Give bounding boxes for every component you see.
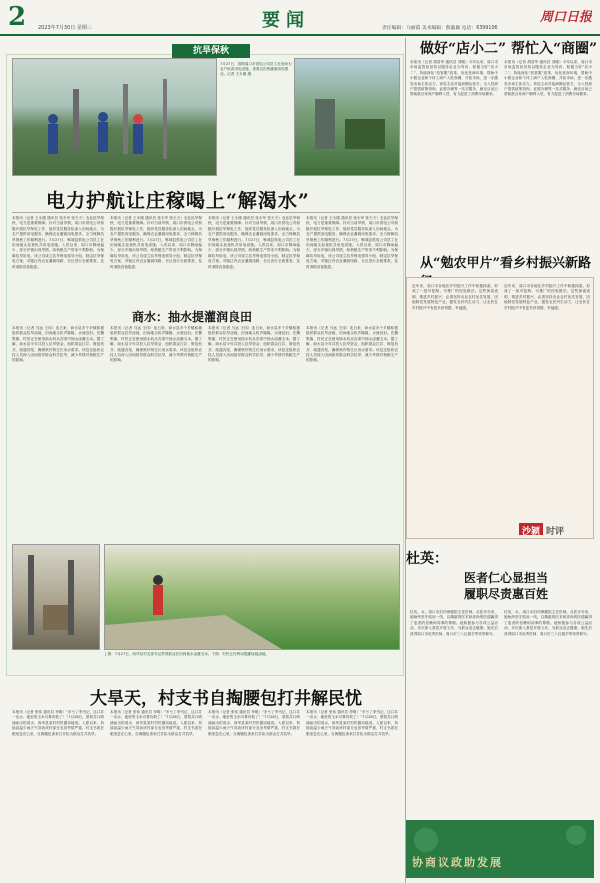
main-story-body-col4: 本报讯（记者 王永刚 通讯员 张永军 张天天）农业抗旱保秋，电力是重要保障。针对当前旱情，周口市供电公司积极开展抗旱保电工作，组织党员服务队深入田间地头，为农户提供用电服务，确保农业灌溉用电需求，全力保障抗旱保秋工作顺利进行。7月27日，郸城县供电公司员工在田间地头检查机井用电设施。入汛以来，周口市降雨偏少，部分乡镇出现旱情，给秋粮生产带来不利影响。为保障抗旱用电，该公司成立抗旱保电领导小组，制定抗旱保电方案，对辖区内农业灌溉线路、台区进行全面排查，及时消除设备隐患。 <box>306 216 398 269</box>
third-story-body-col4: 本报讯（记者 张伟 通讯员 李明）“多亏了李书记，这口井一出水，地里的玉米可算有救了！”7月28日，望着井口喷涌而出的清水，西华县某村村民激动地说。入夏以来，持续高温少雨天气导致该村部分农田旱情严重，村支书看在眼里急在心里，自掏腰包请来打井队为群众打井抗旱。 <box>306 710 398 736</box>
section-title: 要闻 <box>262 10 310 31</box>
main-story-body-col1: 本报讯（记者 王永刚 通讯员 张永军 张天天）农业抗旱保秋，电力是重要保障。针对当前旱情，周口市供电公司积极开展抗旱保电工作，组织党员服务队深入田间地头，为农户提供用电服务，确保农业灌溉用电需求，全力保障抗旱保秋工作顺利进行。7月27日，郸城县供电公司员工在田间地头检查机井用电设施。入汛以来，周口市降雨偏少，部分乡镇出现旱情，给秋粮生产带来不利影响。为保障抗旱用电，该公司成立抗旱保电领导小组，制定抗旱保电方案，对辖区内农业灌溉线路、台区进行全面排查，及时消除设备隐患。 <box>12 216 104 269</box>
sub-story-body-col1: 本报讯（记者 马远 王伟）连日来，商水县多个乡镇积极组织群众抗旱浇地，田间地头机声隆隆，水流汩汩。在魏集镇，村民正在使用抽水机从沟渠中抽水浇灌玉米。据了解，商水县今年共投入抗旱资金，组织群众打井、修复机井、疏通沟渠，确保秋作物生长用水需求。该县还组织农技人员深入田间指导群众科学抗旱，减少旱情对秋粮生产的影响。 <box>12 326 104 363</box>
right-top-body-col1: 本报讯（记者 胡清华 通讯员 刘刚）今年以来，周口市市场监管局坚持以服务企业为导向，积极当好“店小二”，持续深化“放管服”改革，优化营商环境，帮助中小微企业和个体工商户入驻商圈、开拓市场，进一步激发市场主体活力。该局主动对接商圈运营方，为入驻商户提供政策咨询、证照办理等一站式服务，截至目前已帮助数百家商户顺利入驻，有力促进了消费市场繁荣。 <box>410 60 498 97</box>
farmland-photo <box>104 544 400 650</box>
well-drilling-illustration <box>13 545 100 650</box>
third-story-body-col3: 本报讯（记者 张伟 通讯员 李明）“多亏了李书记，这口井一出水，地里的玉米可算有救了！”7月28日，望着井口喷涌而出的清水，西华县某村村民激动地说。入夏以来，持续高温少雨天气导致该村部分农田旱情严重，村支书看在眼里急在心里，自掏腰包请来打井队为群众打井抗旱。 <box>208 710 300 736</box>
column-tag <box>519 519 597 535</box>
column-tag-gray: 时评 <box>546 527 565 535</box>
sub-story-body-col2: 本报讯（记者 马远 王伟）连日来，商水县多个乡镇积极组织群众抗旱浇地，田间地头机声隆隆，水流汩汩。在魏集镇，村民正在使用抽水机从沟渠中抽水浇灌玉米。据了解，商水县今年共投入抗旱资金，组织群众打井、修复机井、疏通沟渠，确保秋作物生长用水需求。该县还组织农技人员深入田间指导群众科学抗旱，减少旱情对秋粮生产的影响。 <box>110 326 202 363</box>
well-photo <box>12 544 100 650</box>
divider <box>12 212 400 213</box>
main-headline: 电力护航让庄稼喝上“解渴水” <box>46 190 310 212</box>
main-photo-caption: 7月27日，国网周口市供电公司员工在田间为农户检查用电设施，查看农田的灌溉用电情况。记者 王永刚 摄 <box>220 62 292 76</box>
profile-title-line2: 履职尽责惠百姓 <box>464 587 549 601</box>
profile-body-col2: 杜英，女，周口市妇幼保健院主任医师。从医多年来，她始终坚守临床一线，以精湛的医术和高尚的医德赢得了患者的信赖和同事的尊敬。她积极参与各项公益活动，多次深入基层开展义诊，为群众送去健康。她先后获得周口市优秀医师、周口市三八红旗手等荣誉称号。 <box>504 610 592 636</box>
commentary-headline: 从“勉农甲片”看乡村振兴新路 <box>420 256 591 271</box>
workers-photo-illustration <box>13 59 217 176</box>
sub-story-body-col3: 本报讯（记者 马远 王伟）连日来，商水县多个乡镇积极组织群众抗旱浇地，田间地头机声隆隆，水流汩汩。在魏集镇，村民正在使用抽水机从沟渠中抽水浇灌玉米。据了解，商水县今年共投入抗旱资金，组织群众打井、修复机井、疏通沟渠，确保秋作物生长用水需求。该县还组织农技人员深入田间指导群众科学抗旱，减少旱情对秋粮生产的影响。 <box>208 326 300 363</box>
sub-story-body-col4: 本报讯（记者 马远 王伟）连日来，商水县多个乡镇积极组织群众抗旱浇地，田间地头机声隆隆，水流汩汩。在魏集镇，村民正在使用抽水机从沟渠中抽水浇灌玉米。据了解，商水县今年共投入抗旱资金，组织群众打井、修复机井、疏通沟渠，确保秋作物生长用水需求。该县还组织农技人员深入田间指导群众科学抗旱，减少旱情对秋粮生产的影响。 <box>306 326 398 363</box>
newspaper-logo: 周口日报 <box>540 10 593 25</box>
banner-slogan: 协商议政助发展 <box>412 856 503 869</box>
main-story-body-col2: 本报讯（记者 王永刚 通讯员 张永军 张天天）农业抗旱保秋，电力是重要保障。针对当前旱情，周口市供电公司积极开展抗旱保电工作，组织党员服务队深入田间地头，为农户提供用电服务，确保农业灌溉用电需求，全力保障抗旱保秋工作顺利进行。7月27日，郸城县供电公司员工在田间地头检查机井用电设施。入汛以来，周口市降雨偏少，部分乡镇出现旱情，给秋粮生产带来不利影响。为保障抗旱用电，该公司成立抗旱保电领导小组，制定抗旱保电方案，对辖区内农业灌溉线路、台区进行全面排查，及时消除设备隐患。 <box>110 216 202 269</box>
profile-title-line1: 医者仁心显担当 <box>464 571 549 585</box>
commentary-body-col1: 近年来，周口市各地在乡村振兴工作中积极探索，形成了一批可复制、可推广的经验做法。这些探索表明，推进乡村振兴，必须坚持农业农村优先发展，因地制宜发展特色产业，激发农民内生动力，让农民在乡村振兴中有更多获得感、幸福感。 <box>412 284 498 310</box>
field-photo-illustration <box>295 59 400 176</box>
main-photo <box>12 58 217 176</box>
profile-body-col1: 杜英，女，周口市妇幼保健院主任医师。从医多年来，她始终坚守临床一线，以精湛的医术和高尚的医德赢得了患者的信赖和同事的尊敬。她积极参与各项公益活动，多次深入基层开展义诊，为群众送去健康。她先后获得周口市优秀医师、周口市三八红旗手等荣誉称号。 <box>410 610 498 636</box>
commentary-body-col2: 近年来，周口市各地在乡村振兴工作中积极探索，形成了一批可复制、可推广的经验做法。这些探索表明，推进乡村振兴，必须坚持农业农村优先发展，因地制宜发展特色产业，激发农民内生动力，让农民在乡村振兴中有更多获得感、幸福感。 <box>504 284 590 310</box>
right-top-headline: 做好“店小二” 帮忙入“商圈” <box>420 41 598 57</box>
third-story-body-col1: 本报讯（记者 张伟 通讯员 李明）“多亏了李书记，这口井一出水，地里的玉米可算有救了！”7月28日，望着井口喷涌而出的清水，西华县某村村民激动地说。入夏以来，持续高温少雨天气导致该村部分农田旱情严重，村支书看在眼里急在心里，自掏腰包请来打井队为群众打井抗旱。 <box>12 710 104 736</box>
date-line: 2023年7月30日 星期三 <box>38 25 92 31</box>
column-tag-red: 沙颍 <box>519 523 543 535</box>
third-story-body-col2: 本报讯（记者 张伟 通讯员 李明）“多亏了李书记，这口井一出水，地里的玉米可算有救了！”7月28日，望着井口喷涌而出的清水，西华县某村村民激动地说。入夏以来，持续高温少雨天气导致该村部分农田旱情严重，村支书看在眼里急在心里，自掏腰包请来打井队为群众打井抗旱。 <box>110 710 202 736</box>
editor-line: 责任编辑：马丽霞 美术编辑：熊聪颖 电话：6399106 <box>382 26 498 31</box>
profile-name: 杜英： <box>406 551 448 567</box>
sub-headline: 商水：抽水提灌润良田 <box>132 310 253 324</box>
right-top-body-col2: 本报讯（记者 胡清华 通讯员 刘刚）今年以来，周口市市场监管局坚持以服务企业为导向，积极当好“店小二”，持续深化“放管服”改革，优化营商环境，帮助中小微企业和个体工商户入驻商圈、开拓市场，进一步激发市场主体活力。该局主动对接商圈运营方，为入驻商户提供政策咨询、证照办理等一站式服务，截至目前已帮助数百家商户顺利入驻，有力促进了消费市场繁荣。 <box>504 60 592 97</box>
section-tag: 抗旱保秋 <box>172 44 250 58</box>
farmland-illustration <box>105 545 400 650</box>
third-headline: 大旱天，村支书自掏腰包打井解民忧 <box>90 689 362 709</box>
page-number: 2 <box>8 2 27 32</box>
profile-title <box>464 570 548 602</box>
field-photo <box>294 58 400 176</box>
third-photo-caption: 上图：7月27日，西华县村支部书记带领群众在田间抽水浇灌玉米。下图：村民正在利用提灌设施浇地。 <box>104 652 269 656</box>
main-story-body-col3: 本报讯（记者 王永刚 通讯员 张永军 张天天）农业抗旱保秋，电力是重要保障。针对当前旱情，周口市供电公司积极开展抗旱保电工作，组织党员服务队深入田间地头，为农户提供用电服务，确保农业灌溉用电需求，全力保障抗旱保秋工作顺利进行。7月27日，郸城县供电公司员工在田间地头检查机井用电设施。入汛以来，周口市降雨偏少，部分乡镇出现旱情，给秋粮生产带来不利影响。为保障抗旱用电，该公司成立抗旱保电领导小组，制定抗旱保电方案，对辖区内农业灌溉线路、台区进行全面排查，及时消除设备隐患。 <box>208 216 300 269</box>
